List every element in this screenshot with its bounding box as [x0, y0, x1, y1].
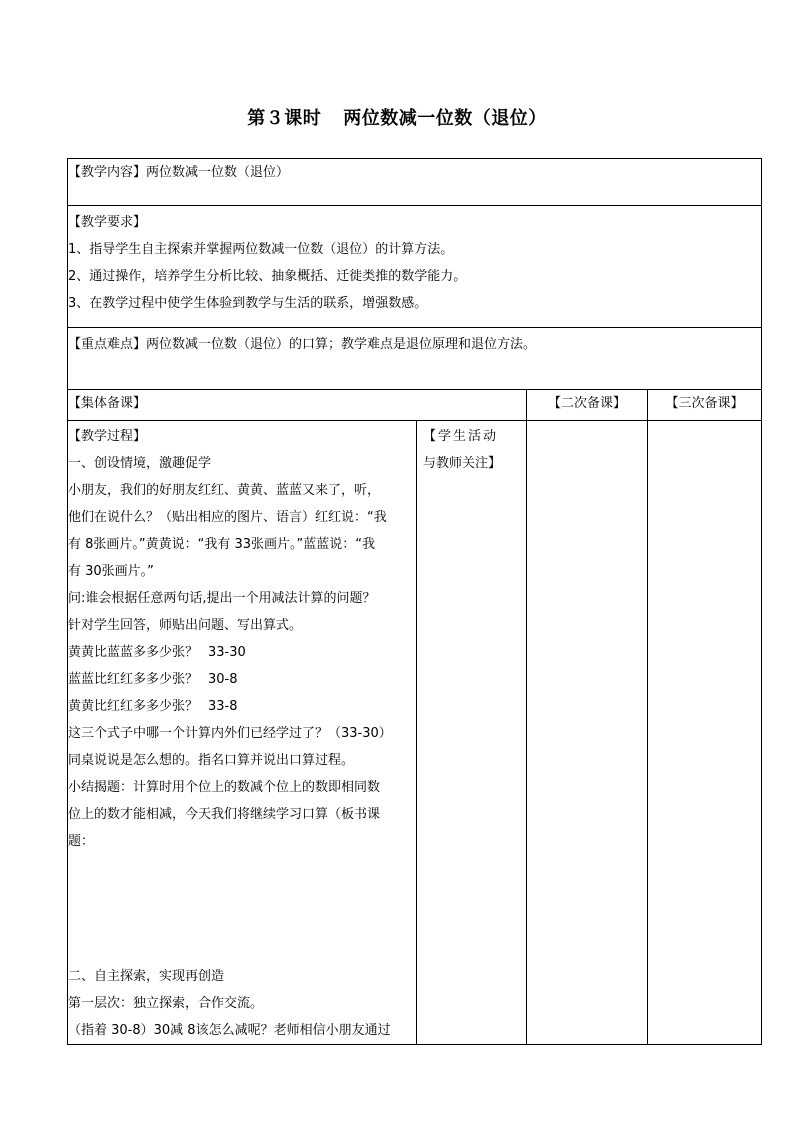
process-line: 题：	[68, 834, 95, 849]
process-line: 有 30张画片。”	[68, 564, 154, 579]
process-line: 二、自主探索，实现再创造	[68, 969, 225, 984]
collective-header: 【集体备课】	[68, 390, 527, 421]
process-cell	[68, 421, 417, 1045]
process-line: （指着 30-8）30减 8该怎么减呢？老师相信小朋友通过	[68, 1023, 391, 1038]
process-line: 问:谁会根据任意两句话,提出一个用减法计算的问题？	[68, 591, 376, 606]
content-cell	[68, 159, 762, 206]
process-line: 小结揭题：计算时用个位上的数减个位上的数即相同数	[68, 780, 381, 795]
key-points-cell	[68, 328, 762, 390]
student-activity-label: 【学生活动	[423, 429, 499, 444]
question-expression: 33-8	[208, 699, 238, 714]
second-header: 【二次备课】	[527, 390, 648, 421]
process-line: 第一层次：独立探索，合作交流。	[68, 996, 264, 1011]
question-expression: 33-30	[208, 645, 246, 660]
requirement-item: 2、通过操作，培养学生分析比较、抽象概括、迁徙类推的数学能力。	[68, 269, 467, 284]
requirement-item: 3、在教学过程中使学生体验到教学与生活的联系，增强数感。	[68, 296, 428, 311]
question-text: 蓝蓝比红红多多少张？	[68, 672, 199, 687]
question-text: 黄黄比蓝蓝多多少张？	[68, 645, 199, 660]
student-activity-label: 与教师关注】	[423, 456, 502, 471]
content-label: 【教学内容】	[68, 165, 147, 180]
third-prep-cell	[648, 421, 762, 1045]
question-line	[68, 639, 416, 666]
second-prep-cell	[527, 421, 648, 1045]
process-line: 小朋友，我们的好朋友红红、黄黄、蓝蓝又来了，听，	[68, 483, 381, 498]
process-line: 位上的数才能相减，今天我们将继续学习口算（板书课	[68, 807, 381, 822]
key-points-text: 两位数减一位数（退位）的口算；教学难点是退位原理和退位方法。	[146, 337, 537, 352]
question-text: 黄黄比红红多多少张？	[68, 699, 199, 714]
third-header: 【三次备课】	[648, 390, 762, 421]
process-line: 针对学生回答，师贴出问题、写出算式。	[68, 618, 303, 633]
blank-space	[68, 855, 416, 963]
process-line: 有 8张画片。”黄黄说：“我有 33张画片。”蓝蓝说：“我	[68, 537, 376, 552]
question-line	[68, 693, 416, 720]
requirement-item: 1、指导学生自主探索并掌握两位数减一位数（退位）的计算方法。	[68, 242, 454, 257]
student-activity-cell	[417, 421, 527, 1045]
content-row	[68, 159, 762, 206]
key-points-row	[68, 328, 762, 390]
key-points-label: 【重点难点】	[68, 337, 147, 352]
process-label: 【教学过程】	[68, 429, 147, 444]
requirements-row	[68, 206, 762, 328]
lesson-plan-table	[67, 158, 762, 1045]
question-expression: 30-8	[208, 672, 238, 687]
process-row	[68, 421, 762, 1045]
header-row	[68, 390, 762, 421]
process-line: 同桌说说是怎么想的。指名口算并说出口算过程。	[68, 753, 355, 768]
process-line: 这三个式子中哪一个计算内外们已经学过了？（33-30）	[68, 726, 392, 741]
process-line: 他们在说什么？（贴出相应的图片、语言）红红说：“我	[68, 510, 387, 525]
question-line	[68, 666, 416, 693]
content-text: 两位数减一位数（退位）	[146, 165, 290, 180]
requirements-cell	[68, 206, 762, 328]
page-title	[0, 104, 794, 130]
lesson-topic: 两位数减一位数（退位）	[343, 108, 547, 129]
lesson-number: 第３课时	[247, 108, 322, 129]
requirements-label: 【教学要求】	[68, 215, 147, 230]
process-line: 一、创设情境，激趣促学	[68, 456, 212, 471]
